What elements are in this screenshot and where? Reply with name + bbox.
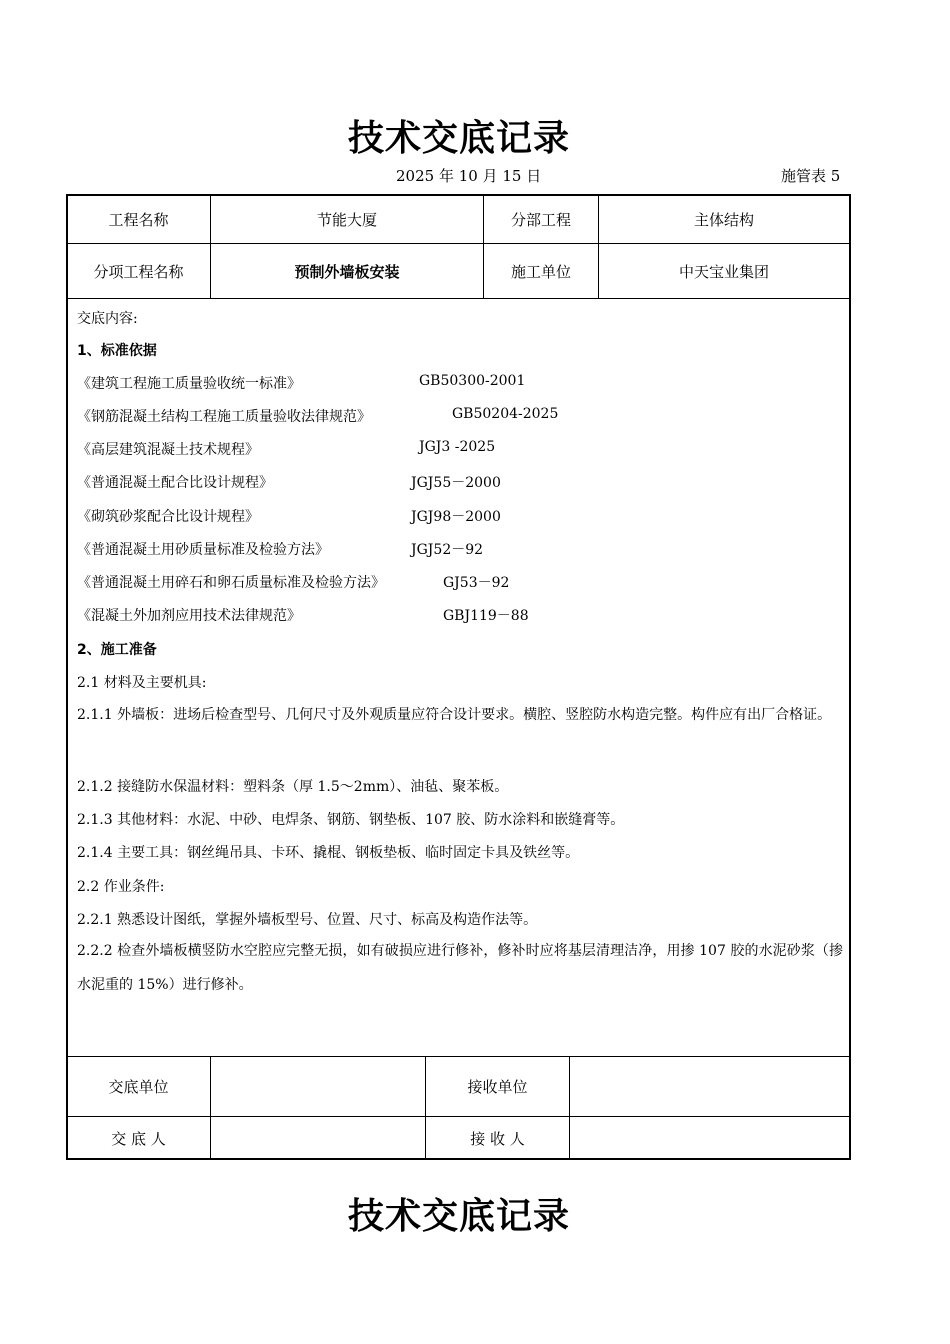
standard-code: GBJ119－88	[443, 608, 529, 624]
standard-item	[77, 472, 501, 492]
subsection-heading: 2.1 材料及主要机具:	[77, 675, 207, 691]
issuer-unit-label: 交底单位	[108, 1078, 169, 1096]
content-intro: 交底内容:	[77, 311, 138, 327]
section-heading: 1、标准依据	[77, 343, 157, 359]
contractor-value: 中天宝业集团	[678, 262, 769, 281]
record-date: 2025 年 10 月 15 日	[396, 167, 542, 185]
subsection-heading: 2.2 作业条件:	[77, 879, 165, 895]
standard-name: 《建筑工程施工质量验收统一标准》	[77, 376, 301, 392]
standard-code: JGJ3 -2025	[419, 439, 496, 455]
standard-name: 《混凝土外加剂应用技术法律规范》	[77, 608, 301, 624]
paragraph: 2.1.1 外墙板：进场后检查型号、几何尺寸及外观质量应符合设计要求。横腔、竖腔防水构造完整。构件应有出厂合格证。	[77, 707, 832, 723]
standard-item	[77, 539, 484, 559]
standard-name: 《普通混凝土用砂质量标准及检验方法》	[77, 542, 329, 558]
document-title: 技术交底记录	[347, 118, 570, 159]
project-name-value: 节能大厦	[316, 211, 377, 229]
standard-name: 《普通混凝土用碎石和卵石质量标准及检验方法》	[77, 575, 385, 591]
division-label: 分部工程	[510, 211, 571, 229]
section-heading: 2、施工准备	[77, 642, 157, 658]
paragraph: 2.2.2 检查外墙板横竖防水空腔应完整无损，如有破损应进行修补，修补时应将基层清理洁净，用掺 107 胶的水泥砂浆（掺水泥重的 15%）进行修补。	[77, 943, 843, 993]
receiver-unit-label: 接收单位	[467, 1078, 528, 1096]
paragraph: 2.1.2 接缝防水保温材料：塑料条（厚 1.5～2mm）、油毡、聚苯板。	[77, 779, 509, 795]
subitem-label: 分项工程名称	[93, 262, 184, 281]
row-divider	[66, 298, 851, 299]
standard-code: GJ53－92	[443, 575, 510, 591]
standard-item	[77, 373, 526, 393]
project-name-label: 工程名称	[108, 211, 169, 229]
standard-name: 《钢筋混凝土结构工程施工质量验收法律规范》	[77, 409, 371, 425]
paragraph: 2.1.3 其他材料：水泥、中砂、电焊条、钢筋、钢垫板、107 胶、防水涂料和嵌缝膏等。	[77, 812, 625, 828]
form-number: 施管表 5	[781, 167, 841, 185]
issuer-label: 交 底 人	[111, 1129, 166, 1148]
division-value: 主体结构	[693, 211, 754, 229]
standard-item	[77, 506, 501, 526]
issuer-unit-field[interactable]	[211, 1057, 425, 1116]
standard-item	[77, 406, 559, 426]
standard-name: 《普通混凝土配合比设计规程》	[77, 475, 273, 491]
paragraph: 2.1.4 主要工具：钢丝绳吊具、卡环、撬棍、钢板垫板、临时固定卡具及铁丝等。	[77, 845, 580, 861]
receiver-unit-field[interactable]	[570, 1057, 849, 1116]
standard-name: 《高层建筑混凝土技术规程》	[77, 442, 259, 458]
standard-code: GB50204-2025	[452, 406, 559, 422]
standard-code: JGJ52－92	[411, 542, 484, 558]
standard-code: GB50300-2001	[419, 373, 526, 389]
next-page-title: 技术交底记录	[347, 1196, 570, 1237]
standard-item	[77, 605, 529, 625]
issuer-field[interactable]	[211, 1117, 425, 1159]
standard-item	[77, 572, 510, 592]
standard-name: 《砌筑砂浆配合比设计规程》	[77, 509, 259, 525]
receiver-field[interactable]	[570, 1117, 849, 1159]
standard-code: JGJ98－2000	[411, 509, 501, 525]
contractor-label: 施工单位	[510, 262, 571, 281]
receiver-label: 接 收 人	[470, 1129, 525, 1148]
standard-code: JGJ55－2000	[411, 475, 501, 491]
subitem-value: 预制外墙板安装	[294, 262, 400, 281]
standard-item	[77, 439, 496, 459]
paragraph: 2.2.1 熟悉设计图纸，掌握外墙板型号、位置、尺寸、标高及构造作法等。	[77, 912, 538, 928]
